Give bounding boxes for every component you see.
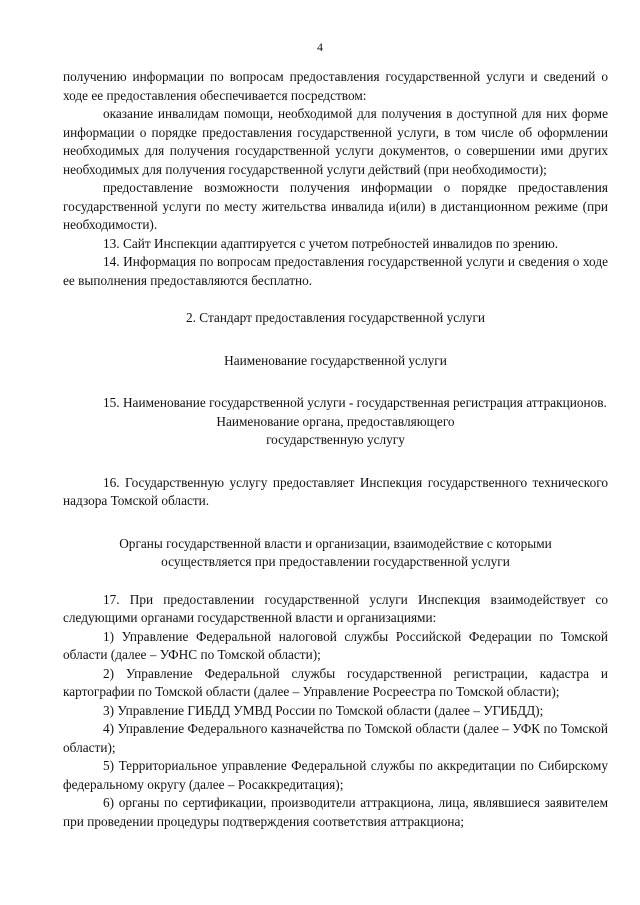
paragraph-15: 15. Наименование государственной услуги - государственная регистрация аттракционов.	[103, 395, 607, 410]
subheading-organ-line2: государственную услугу	[266, 432, 405, 447]
list-item: 4) Управление Федерального казначейства по Томской области (далее – УФК по Томской области);	[63, 721, 608, 755]
paragraph-remote-info: предоставление возможности получения информации о порядке предоставления государственной услуги по месту жительства инвалида и(или) в дистанционном режиме (при необходимости).	[63, 180, 608, 232]
paragraph-assistance: оказание инвалидам помощи, необходимой для получения в доступной для них форме информации о порядке предоставления государственной услуги, в том числе об оформлении необходимых для получения государственной услуги документов, о совершении ими других необходимых для получения государственной услуги действий (при необходимости);	[63, 106, 608, 177]
section-title: 2. Стандарт предоставления государственной услуги	[185, 310, 486, 325]
list-item: 5) Территориальное управление Федеральной службы по аккредитации по Сибирскому федеральному округу (далее – Росаккредитация);	[63, 758, 608, 792]
page-number: 4	[317, 40, 323, 54]
subheading-organ-line1: Наименование органа, предоставляющего	[216, 413, 455, 429]
subheading-interaction-line2: осуществляется при предоставлении государственной услуги	[161, 554, 510, 569]
paragraph-13: 13. Сайт Инспекции адаптируется с учетом потребностей инвалидов по зрению.	[103, 235, 559, 251]
paragraph-intro: получению информации по вопросам предоставления государственной услуги и сведений о ходе ее предоставления обеспечивается посредством:	[63, 69, 608, 103]
list-item: 1) Управление Федеральной налоговой службы Российской Федерации по Томской области (далее – УФНС по Томской области);	[63, 628, 608, 662]
list-item: 3) Управление ГИБДД УМВД России по Томской области (далее – УГИБДД);	[103, 702, 544, 718]
subheading-service-name: Наименование государственной услуги	[224, 352, 447, 368]
list-item: 2) Управление Федеральной службы государственной регистрации, кадастра и картографии по Томской области (далее – Управление Росреестра по Томской области);	[63, 665, 608, 699]
document-body	[63, 68, 608, 831]
subheading-interaction-line1: Органы государственной власти и организации, взаимодействие с которыми	[119, 535, 552, 551]
paragraph-17: 17. При предоставлении государственной услуги Инспекция взаимодействует со следующими органами государственной власти и организациями:	[63, 591, 608, 625]
paragraph-16: 16. Государственную услугу предоставляет Инспекция государственного технического надзора Томской области.	[63, 474, 608, 508]
paragraph-14: 14. Информация по вопросам предоставления государственной услуги и сведения о ходе ее выполнения предоставляются бесплатно.	[63, 254, 608, 288]
list-item: 6) органы по сертификации, производители аттракциона, лица, являвшиеся заявителем при проведении процедуры подтверждения соответствия аттракциона;	[63, 795, 608, 829]
